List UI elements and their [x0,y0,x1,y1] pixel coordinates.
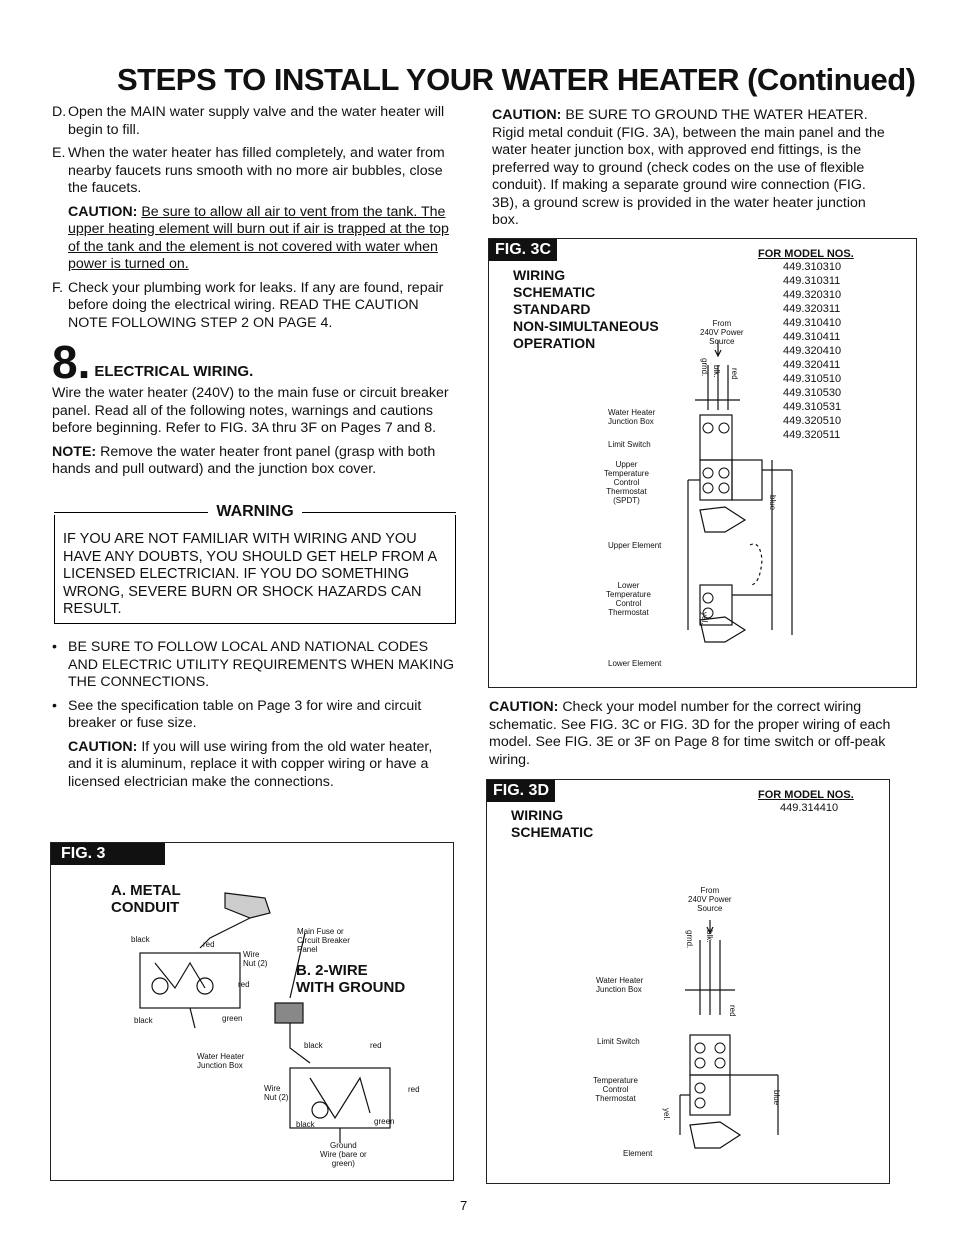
warning-title: WARNING [216,503,294,520]
caution-model-label: CAUTION: [489,699,559,715]
step-d-label: D. [52,104,67,120]
step-f-label: F. [52,279,64,296]
fig-3c-lower-thermo: Lower Temperature Control Thermostat [606,581,651,617]
fig-3d-tag: FIG. 3D [487,780,555,802]
fig-3-black-a2: black [134,1016,153,1025]
fig-3c-lower-element: Lower Element [608,659,662,668]
fig-3d-schematic [640,920,790,1165]
model-number: 449.320411 [783,359,841,371]
model-number: 449.320511 [783,429,841,441]
fig-3-ground-wire: Ground Wire (bare or green) [320,1141,367,1168]
step8-number: 8. [52,336,91,388]
note [52,444,456,479]
caution-ground [492,107,894,230]
warning-text: IF YOU ARE NOT FAMILIAR WITH WIRING AND YOU HAVE ANY DOUBTS, YOU SHOULD GET HELP FROM A LICENSED ELECTRICIAN. IF YOU DO SOMETHING WRONG, SEVERE BURN OR SHOCK HAZARDS CAN RESULT. [63,531,437,618]
fig-3c-junction: Water Heater Junction Box [608,408,656,426]
fig-3d-heading: WIRING SCHEMATIC [511,807,594,840]
step-f-text: Check your plumbing work for leaks. If any are found, repair before doing the electrical wiring. READ THE CAUTION NOTE FOLLOWING STEP 2 ON PAGE 4. [68,279,444,331]
model-number: 449.310531 [783,401,842,413]
step-d-text: Open the MAIN water supply valve and the water heater will begin to fill. [68,104,445,138]
step8-text: Wire the water heater (240V) to the main fuse or circuit breaker panel. Read all of the following notes, warnings and cautions before beginning. Refer to FIG. 3A thru 3F on Pages 7 and 8. [52,385,449,436]
step-e [52,145,456,198]
fig-3d-wire-yel: yel. [662,1108,671,1121]
fig-3-green-b: green [374,1117,395,1126]
fig-3d-wire-blk: blk. [705,930,714,943]
model-number: 449.310510 [783,373,842,385]
fig-3-black-b2: black [296,1120,315,1129]
fig-3c-models-title: FOR MODEL NOS. [758,248,854,260]
fig-3d-models-title: FOR MODEL NOS. [758,789,854,801]
fig-3c-tag: FIG. 3C [489,239,557,261]
fig-3d-junction: Water Heater Junction Box [596,976,644,994]
step-f [52,280,456,333]
step8-title: ELECTRICAL WIRING. [94,363,254,380]
model-number: 449.310411 [783,331,841,343]
fig-3d-wire-red: red [728,1005,737,1017]
fig-3c-limit: Limit Switch [608,440,651,449]
fig-3c-upper-element: Upper Element [608,541,662,550]
page-number: 7 [460,1198,468,1213]
fig-3c-wire-red: red [730,368,739,380]
page-title: STEPS TO INSTALL YOUR WATER HEATER (Continued) [117,62,916,97]
caution-ground-text: BE SURE TO GROUND THE WATER HEATER. Rigid metal conduit (FIG. 3A), between the main panel and the water heater junction box, with approved end fittings, is the preferred way to ground (check codes on the use of flexible conduit). If making a separate ground wire connection (FIG. 3B), a ground screw is provided in the water heater junction box. [492,107,885,228]
caution-ground-label: CAUTION: [492,107,562,123]
caution-air-text: Be sure to allow all air to vent from the tank. The upper heating element will burn out if air is trapped at the top of the tank and the element is not covered with water when power is turned on. [68,203,449,272]
fig-3-red-b2: red [408,1085,420,1094]
step-e-label: E. [52,145,66,161]
fig-3-wire-nut-b: Wire Nut (2) [264,1084,289,1102]
fig-3-a-title: A. METAL CONDUIT [111,882,181,916]
caution-model [489,699,893,769]
bullet-codes: • BE SURE TO FOLLOW LOCAL AND NATIONAL CODES AND ELECTRIC UTILITY REQUIREMENTS WHEN MAKING THE CONNECTIONS. [52,639,454,690]
fig-3c-from: From 240V Power Source [700,319,744,346]
model-number: 449.310310 [783,261,842,273]
caution-aluminum-label: CAUTION: [68,738,138,755]
model-number: 449.320310 [783,289,842,301]
fig-3d-models [758,789,873,815]
fig-3-red-a: red [203,940,215,949]
caution-air-label: CAUTION: [68,203,138,220]
model-number: 449.320510 [783,415,842,427]
fig-3-b-title: B. 2-WIRE WITH GROUND [296,962,406,996]
model-number: 449.310410 [783,317,842,329]
model-number: 449.310530 [783,387,842,399]
caution-air [68,204,456,274]
fig-3c-wire-yel: yel. [700,612,709,625]
caution-model-text: Check your model number for the correct wiring schematic. See FIG. 3C or FIG. 3D for the proper wiring of each model. See FIG. 3E or 3F on Page 8 for time switch or off-peak wiring. [489,699,891,768]
fig-3c-wire-blue: blue [768,495,777,511]
bullet-list [52,639,456,791]
bullet-spec: • See the specification table on Page 3 for wire and circuit breaker or fuse size. [52,698,456,733]
step8-heading [52,336,456,388]
note-label: NOTE: [52,443,97,460]
fig-3-green-a: green [222,1014,243,1023]
fig-3c-wire-blk: blk. [712,365,721,378]
fig-3-illustration [130,888,410,1158]
fig-3-black-b1: black [304,1041,323,1050]
fig-3-tag: FIG. 3 [51,843,165,865]
fig-3c-wire-grnd: grnd. [700,358,709,377]
fig-3-black-a1: black [131,935,150,944]
fig-3-red-a2: red [238,980,250,989]
fig-3-red-b1: red [370,1041,382,1050]
fig-3d-element: Element [623,1149,653,1158]
step-d [52,104,456,139]
model-number: 449.310311 [783,275,841,287]
fig-3d-wire-grnd: grnd. [685,930,694,949]
model-number: 449.320311 [783,303,841,315]
note-text: Remove the water heater front panel (grasp with both hands and pull outward) and the junction box cover. [52,443,436,477]
fig-3d-limit: Limit Switch [597,1037,640,1046]
model-number: 449.314410 [780,802,839,814]
bullet-spec-text: See the specification table on Page 3 for wire and circuit breaker or fuse size. [68,697,422,731]
left-column [52,104,456,479]
fig-3d-thermo: Temperature Control Thermostat [593,1076,638,1103]
caution-aluminum [68,739,456,792]
fig-3d-wire-blue: blue [772,1090,781,1106]
step-e-text: When the water heater has filled completely, and water from nearby faucets runs smooth with no more air bubbles, close the faucets. [68,145,445,196]
model-number: 449.320410 [783,345,842,357]
bullet-codes-text: BE SURE TO FOLLOW LOCAL AND NATIONAL CODES AND ELECTRIC UTILITY REQUIREMENTS WHEN MAKING THE CONNECTIONS. [68,639,454,690]
fig-3-junction-box: Water Heater Junction Box [197,1052,245,1070]
fig-3c-upper-thermo: Upper Temperature Control Thermostat (SPDT) [604,460,649,505]
fig-3d-from: From 240V Power Source [688,886,732,913]
fig-3-main-fuse: Main Fuse or Circuit Breaker Panel [297,927,350,954]
fig-3d-model-list [758,801,873,815]
fig-3c-heading: WIRING SCHEMATIC STANDARD NON-SIMULTANEOUS OPERATION [513,267,659,351]
caution-aluminum-text: If you will use wiring from the old water heater, and it is aluminum, replace it with copper wiring or have a licensed electrician make the connections. [68,738,433,790]
fig-3-wire-nut-a: Wire Nut (2) [243,950,268,968]
